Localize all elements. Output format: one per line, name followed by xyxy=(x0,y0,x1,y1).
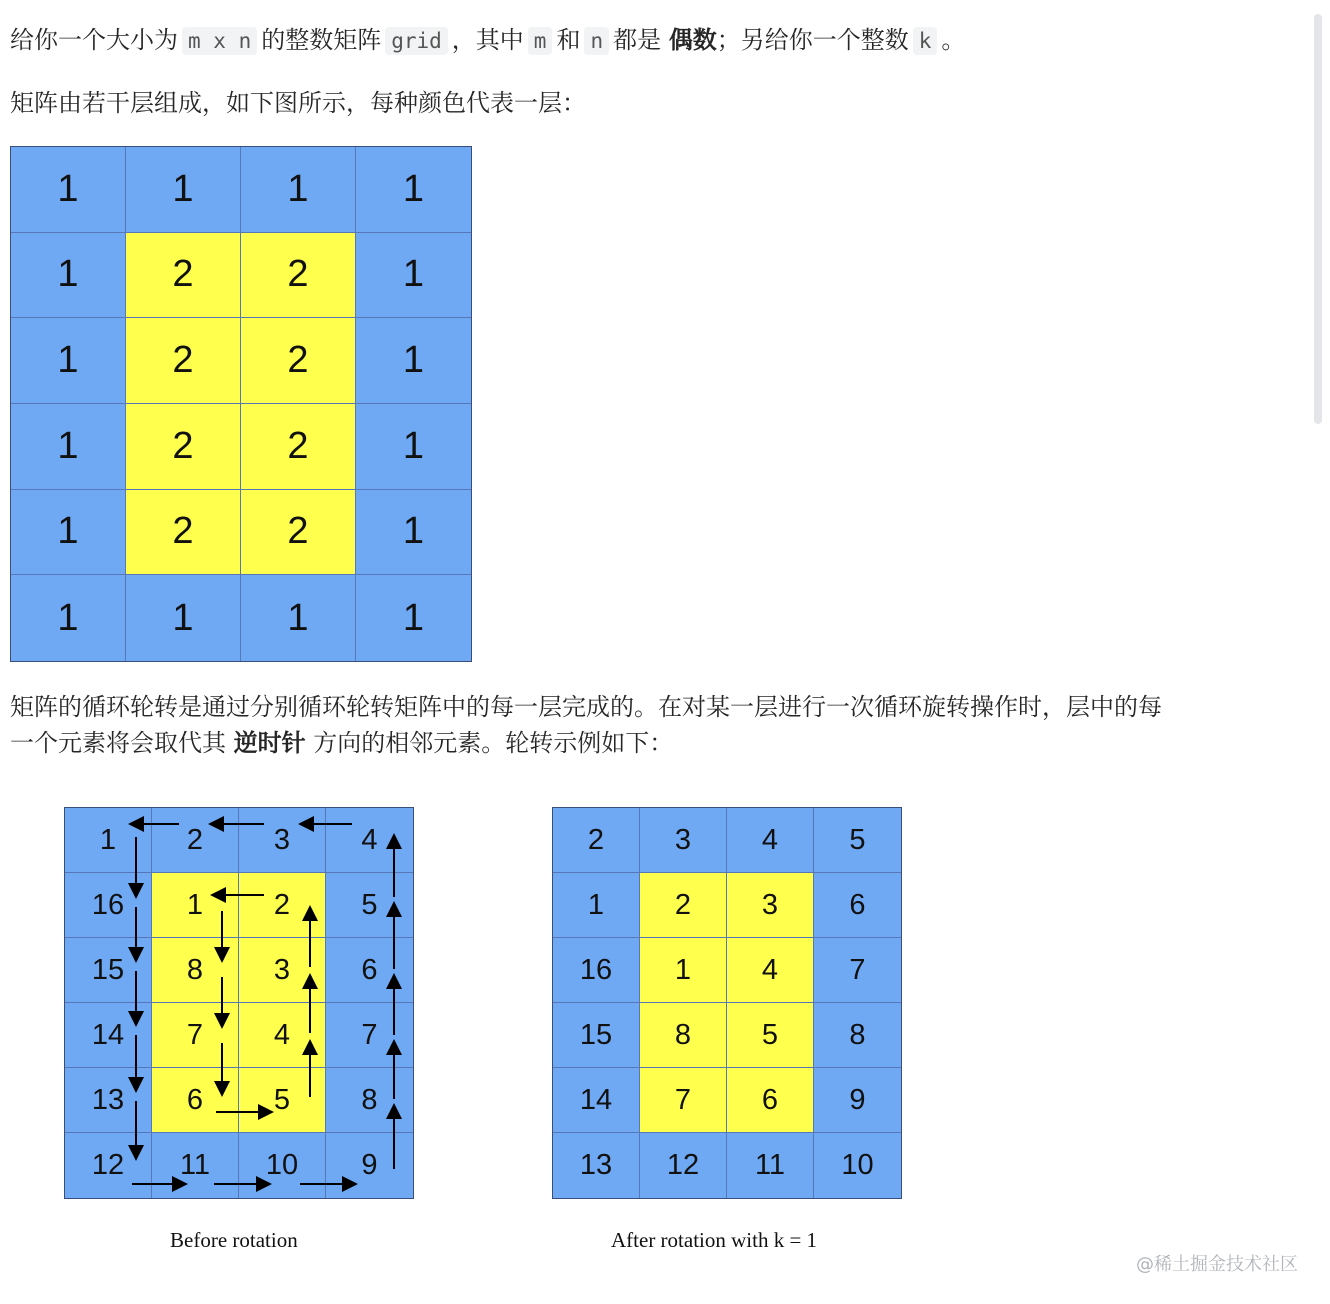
grid-cell: 3 xyxy=(239,808,326,873)
grid-cell: 4 xyxy=(727,938,814,1003)
intro-text: ；另给你一个整数 xyxy=(716,26,909,54)
grid-cell: 4 xyxy=(727,808,814,873)
grid-cell: 13 xyxy=(65,1068,152,1133)
grid-cell: 2 xyxy=(640,873,727,938)
grid-cell: 1 xyxy=(11,575,126,661)
watermark: @稀土掘金技术社区 xyxy=(1136,1254,1298,1275)
grid-cell: 1 xyxy=(126,147,241,233)
code-n: n xyxy=(584,27,609,55)
grid-cell: 16 xyxy=(553,938,640,1003)
grid-cell: 9 xyxy=(326,1133,413,1198)
grid-cell: 6 xyxy=(326,938,413,1003)
rotation-arrows xyxy=(64,807,414,1199)
grid-cell: 8 xyxy=(640,1003,727,1068)
grid-cell: 15 xyxy=(553,1003,640,1068)
rotation-paragraph-line2 xyxy=(10,725,673,761)
grid-cell: 1 xyxy=(11,318,126,404)
grid-cell: 7 xyxy=(326,1003,413,1068)
grid-cell: 2 xyxy=(126,404,241,490)
grid-cell: 2 xyxy=(241,404,356,490)
grid-cell: 1 xyxy=(11,147,126,233)
grid-cell: 1 xyxy=(356,147,471,233)
grid-cell: 2 xyxy=(152,808,239,873)
grid-cell: 5 xyxy=(727,1003,814,1068)
grid-cell: 12 xyxy=(65,1133,152,1198)
grid-cell: 4 xyxy=(326,808,413,873)
code-m-x-n: m x n xyxy=(182,27,257,55)
before-caption: Before rotation xyxy=(170,1228,298,1252)
grid-cell: 7 xyxy=(640,1068,727,1133)
grid-cell: 1 xyxy=(126,575,241,661)
grid-cell: 16 xyxy=(65,873,152,938)
grid-cell: 1 xyxy=(241,575,356,661)
intro-text: 和 xyxy=(556,26,581,54)
grid-cell: 7 xyxy=(152,1003,239,1068)
grid-cell: 1 xyxy=(356,490,471,576)
grid-cell: 3 xyxy=(239,938,326,1003)
layers-paragraph: 矩阵由若干层组成，如下图所示，每种颜色代表一层： xyxy=(10,89,586,117)
grid-cell: 1 xyxy=(356,575,471,661)
grid-cell: 5 xyxy=(326,873,413,938)
grid-cell: 4 xyxy=(239,1003,326,1068)
grid-cell: 5 xyxy=(239,1068,326,1133)
bold-counterclockwise: 逆时针 xyxy=(233,729,306,757)
after-rotation-grid xyxy=(552,807,902,1199)
grid-cell: 2 xyxy=(126,318,241,404)
grid-cell: 11 xyxy=(152,1133,239,1198)
grid-cell: 14 xyxy=(65,1003,152,1068)
grid-cell: 1 xyxy=(640,938,727,1003)
intro-text: 给你一个大小为 xyxy=(10,26,178,54)
rotation-text: 一个元素将会取代其 xyxy=(10,729,226,757)
grid-cell: 7 xyxy=(814,938,901,1003)
grid-cell: 5 xyxy=(814,808,901,873)
rotation-paragraph-line1: 矩阵的循环轮转是通过分别循环轮转矩阵中的每一层完成的。在对某一层进行一次循环旋转操作时，层中的每 xyxy=(10,693,1162,721)
intro-text: 。 xyxy=(941,26,966,54)
intro-text: 的整数矩阵 xyxy=(261,26,382,54)
after-caption: After rotation with k = 1 xyxy=(611,1228,818,1252)
grid-cell: 15 xyxy=(65,938,152,1003)
code-m: m xyxy=(528,27,553,55)
grid-cell: 6 xyxy=(152,1068,239,1133)
code-k: k xyxy=(913,27,938,55)
grid-cell: 6 xyxy=(727,1068,814,1133)
bold-even: 偶数 xyxy=(668,26,717,54)
grid-cell: 8 xyxy=(152,938,239,1003)
grid-cell: 12 xyxy=(640,1133,727,1198)
code-grid: grid xyxy=(385,27,448,55)
grid-cell: 1 xyxy=(11,404,126,490)
grid-cell: 3 xyxy=(727,873,814,938)
rotation-text: 方向的相邻元素。轮转示例如下： xyxy=(313,729,674,757)
grid-cell: 11 xyxy=(727,1133,814,1198)
grid-cell: 1 xyxy=(356,404,471,490)
grid-cell: 3 xyxy=(640,808,727,873)
grid-cell: 1 xyxy=(553,873,640,938)
intro-paragraph xyxy=(10,22,965,59)
grid-cell: 2 xyxy=(239,873,326,938)
grid-cell: 2 xyxy=(126,490,241,576)
grid-cell: 1 xyxy=(356,318,471,404)
intro-text: ，其中 xyxy=(451,26,524,54)
grid-cell: 1 xyxy=(11,233,126,319)
grid-cell: 1 xyxy=(152,873,239,938)
intro-text: 都是 xyxy=(613,26,662,54)
grid-cell: 2 xyxy=(553,808,640,873)
grid-cell: 2 xyxy=(241,318,356,404)
grid-cell: 10 xyxy=(239,1133,326,1198)
grid-cell: 13 xyxy=(553,1133,640,1198)
scrollbar[interactable] xyxy=(1314,14,1322,424)
grid-cell: 1 xyxy=(356,233,471,319)
grid-cell: 1 xyxy=(65,808,152,873)
layer-grid xyxy=(10,146,472,662)
grid-cell: 6 xyxy=(814,873,901,938)
grid-cell: 8 xyxy=(326,1068,413,1133)
grid-cell: 9 xyxy=(814,1068,901,1133)
grid-cell: 1 xyxy=(241,147,356,233)
grid-cell: 2 xyxy=(241,233,356,319)
grid-cell: 2 xyxy=(126,233,241,319)
grid-cell: 10 xyxy=(814,1133,901,1198)
grid-cell: 1 xyxy=(11,490,126,576)
grid-cell: 14 xyxy=(553,1068,640,1133)
grid-cell: 2 xyxy=(241,490,356,576)
grid-cell: 8 xyxy=(814,1003,901,1068)
